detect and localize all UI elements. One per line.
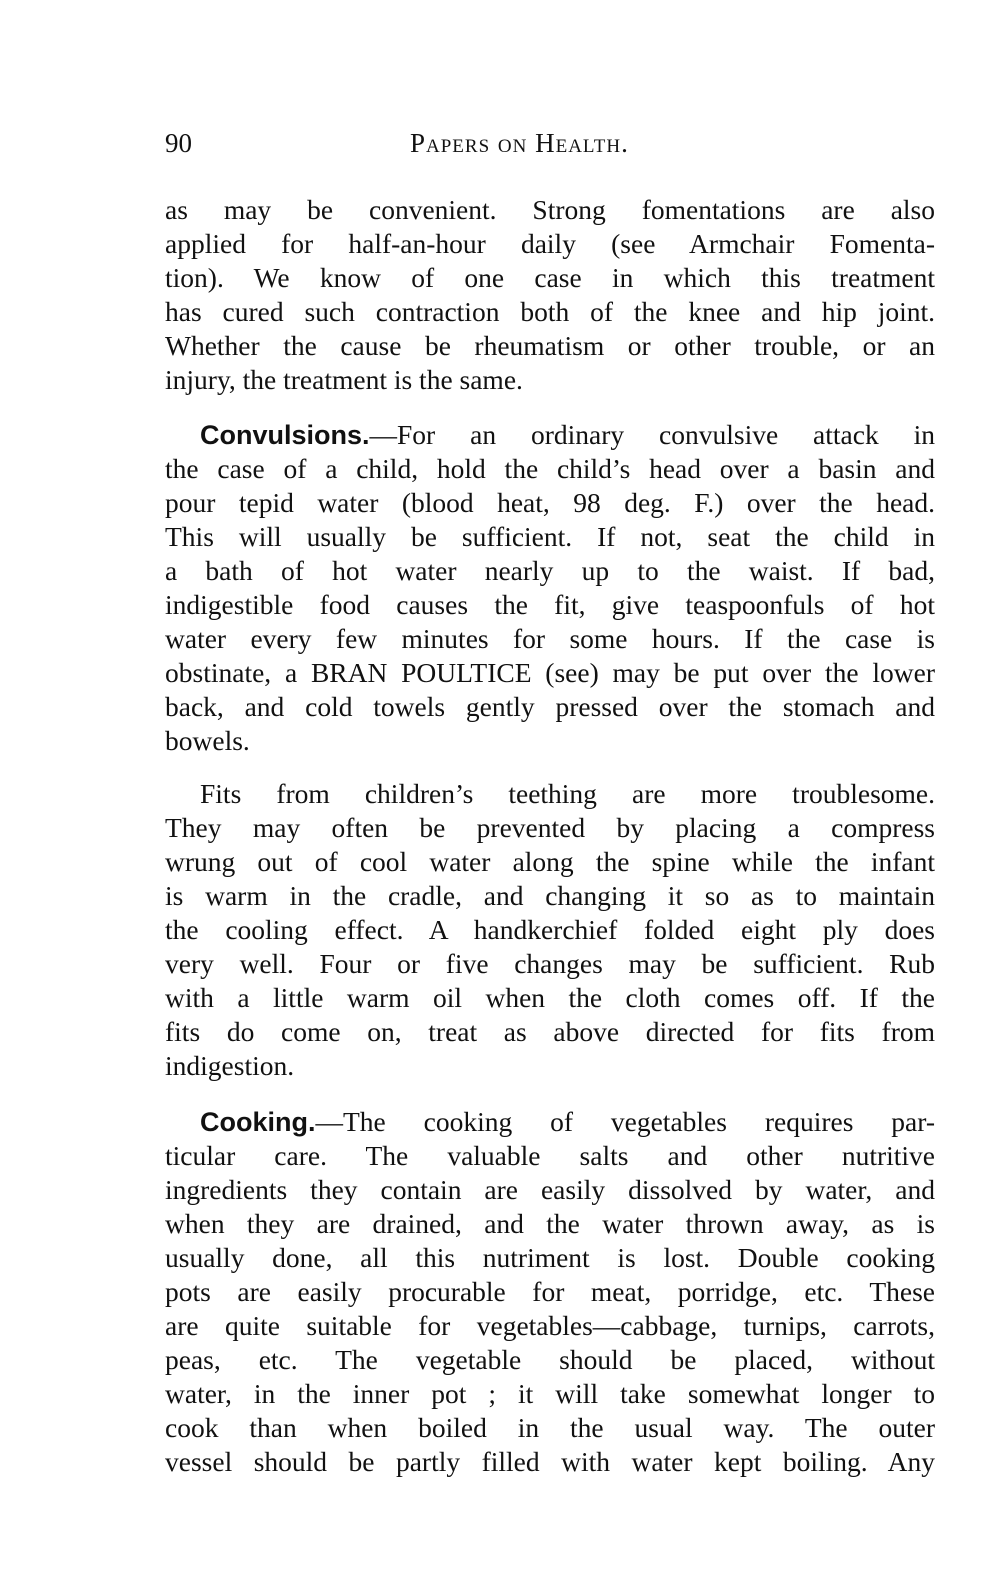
text-line: very well. Four or five changes may be sufficient. Rub [165, 948, 935, 979]
text-line: This will usually be sufficient. If not, seat the child in [165, 521, 935, 552]
text-line: obstinate, a BRAN POULTICE (see) may be put over the lower [165, 657, 935, 688]
page-header [165, 128, 935, 168]
text-line: ticular care. The valuable salts and other nutritive [165, 1140, 935, 1171]
running-title: Papers on Health. [410, 128, 629, 158]
text-line: is warm in the cradle, and changing it so as to maintain [165, 880, 935, 911]
section-first-line [200, 1105, 935, 1139]
text-line: pots are easily procurable for meat, porridge, etc. These [165, 1276, 935, 1307]
text-line: tion). We know of one case in which this treatment [165, 262, 935, 293]
text-line: They may often be prevented by placing a compress [165, 812, 935, 843]
text-line: injury, the treatment is the same. [165, 364, 523, 395]
text-line: water every few minutes for some hours. If the case is [165, 623, 935, 654]
text-line: bowels. [165, 725, 250, 756]
text-line: wrung out of cool water along the spine while the infant [165, 846, 935, 877]
text-line: pour tepid water (blood heat, 98 deg. F.) over the head. [165, 487, 935, 518]
text-line: Fits from children’s teething are more troublesome. [200, 778, 935, 809]
text-line: water, in the inner pot ; it will take somewhat longer to [165, 1378, 935, 1409]
text-line: when they are drained, and the water thrown away, as is [165, 1208, 935, 1239]
text-line: vessel should be partly filled with water kept boiling. Any [165, 1446, 935, 1477]
text-line: usually done, all this nutriment is lost. Double cooking [165, 1242, 935, 1273]
text-line: a bath of hot water nearly up to the waist. If bad, [165, 555, 935, 586]
page-number: 90 [165, 128, 192, 158]
text-line: the cooling effect. A handkerchief folded eight ply does [165, 914, 935, 945]
text-line: Whether the cause be rheumatism or other trouble, or an [165, 330, 935, 361]
text-line: are quite suitable for vegetables—cabbage, turnips, carrots, [165, 1310, 935, 1341]
section-heading-cooking: Cooking. [200, 1107, 316, 1137]
text-line: has cured such contraction both of the knee and hip joint. [165, 296, 935, 327]
section-first-line [200, 418, 935, 452]
text-line: indigestion. [165, 1050, 295, 1081]
text-line: fits do come on, treat as above directed for fits from [165, 1016, 935, 1047]
text-line: applied for half-an-hour daily (see Armchair Fomenta- [165, 228, 935, 259]
text-line: ingredients they contain are easily dissolved by water, and [165, 1174, 935, 1205]
text-line: as may be convenient. Strong fomentations are also [165, 194, 935, 225]
text-line: back, and cold towels gently pressed over the stomach and [165, 691, 935, 722]
text-line: with a little warm oil when the cloth comes off. If the [165, 982, 935, 1013]
section-heading-convulsions: Convulsions. [200, 420, 370, 450]
text-run: —The cooking of vegetables requires par- [315, 1106, 935, 1137]
text-line: peas, etc. The vegetable should be placed, without [165, 1344, 935, 1375]
text-line: the case of a child, hold the child’s head over a basin and [165, 453, 935, 484]
text-line: indigestible food causes the fit, give teaspoonfuls of hot [165, 589, 935, 620]
text-run: —For an ordinary convulsive attack in [369, 419, 935, 450]
text-line: cook than when boiled in the usual way. The outer [165, 1412, 935, 1443]
